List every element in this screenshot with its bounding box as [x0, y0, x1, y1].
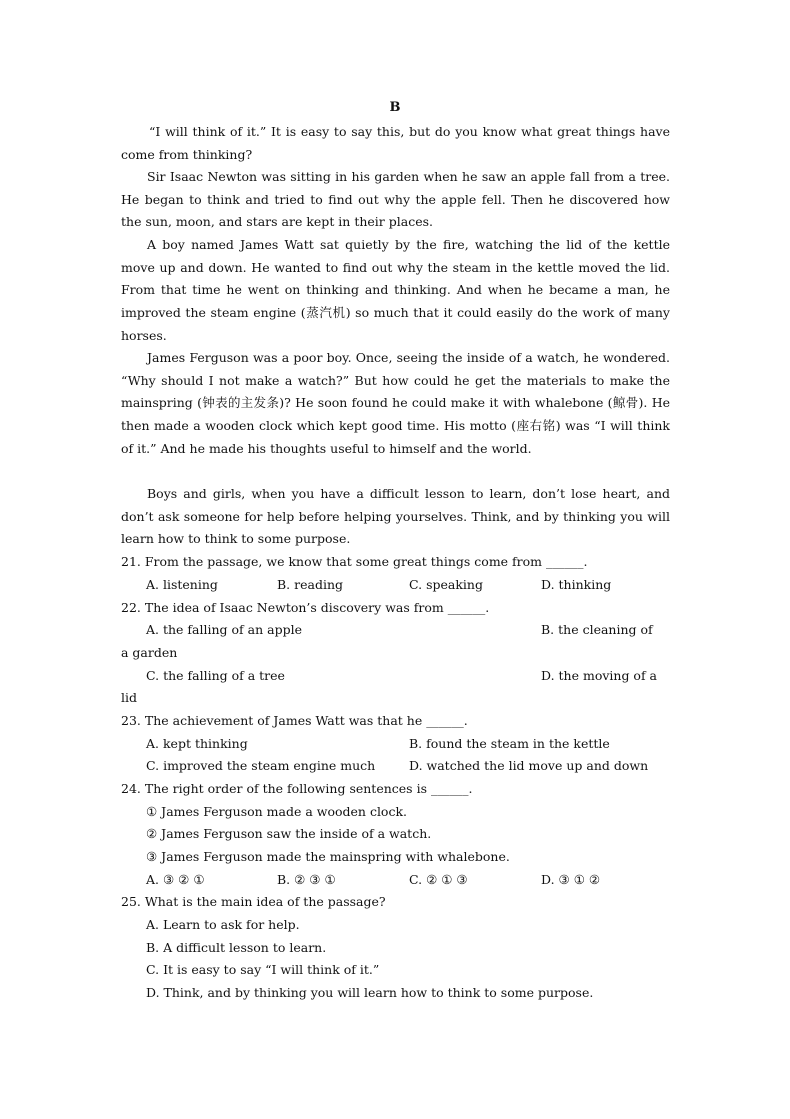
question-24-option-d: D. ③ ① ②: [541, 872, 601, 887]
passage-paragraph-4: James Ferguson was a poor boy. Once, seeing the inside of a watch, he wondered. “Why should I not make a watch?” But how could he get the materials to make the mainspring (钟表的主发条)? He soon found he could make it with whalebone (鲸骨). He then made a wooden clock which kept good time. His motto (座右铭) was “I will think of it.” And he made his thoughts useful to himself and the world.: [121, 350, 670, 456]
passage-paragraph-5: Boys and girls, when you have a difficult lesson to learn, don’t lose heart, and don’t ask someone for help before helping yourselves. Think, and by thinking you will learn how to think to some purpose.: [121, 486, 670, 547]
passage-paragraph-3: A boy named James Watt sat quietly by the fire, watching the lid of the kettle move up and down. He wanted to find out why the steam in the kettle moved the lid. From that time he went on thinking and thinking. And when he became a man, he improved the steam engine (蒸汽机) so much that it could easily do the work of many horses.: [121, 237, 670, 343]
question-21-option-a: A. listening: [146, 577, 218, 592]
question-24-option-c: C. ② ① ③: [409, 872, 468, 887]
question-22-stem: 22. The idea of Isaac Newton’s discovery was from ______.: [121, 600, 490, 615]
question-22-option-a: A. the falling of an apple: [146, 622, 302, 637]
question-25-option-b: B. A difficult lesson to learn.: [146, 940, 327, 955]
question-22-option-d: D. the moving of a: [541, 668, 658, 683]
question-25-option-a: A. Learn to ask for help.: [146, 917, 300, 932]
question-23-option-c: C. improved the steam engine much: [146, 758, 376, 773]
question-24-sentence-2: ② James Ferguson saw the inside of a watch.: [146, 826, 432, 841]
question-24-sentence-3: ③ James Ferguson made the mainspring with whalebone.: [146, 849, 510, 864]
question-24-option-a: A. ③ ② ①: [146, 872, 205, 887]
question-22-option-b: B. the cleaning of: [541, 622, 653, 637]
passage-paragraph-2: Sir Isaac Newton was sitting in his garden when he saw an apple fall from a tree. He began to think and tried to find out why the apple fell. Then he discovered how the sun, moon, and stars are kept in their places.: [121, 169, 670, 230]
question-23-option-b: B. found the steam in the kettle: [409, 736, 610, 751]
question-24-sentence-1: ① James Ferguson made a wooden clock.: [146, 804, 408, 819]
question-23-stem: 23. The achievement of James Watt was that he ______.: [121, 713, 468, 728]
question-22-option-c: C. the falling of a tree: [146, 668, 285, 683]
passage-paragraph-1: “I will think of it.” It is easy to say this, but do you know what great things have come from thinking?: [121, 124, 670, 162]
question-24-stem: 24. The right order of the following sentences is ______.: [121, 781, 473, 796]
question-25-stem: 25. What is the main idea of the passage?: [121, 894, 386, 909]
question-22-option-d-continued: lid: [121, 690, 137, 705]
question-21-option-b: B. reading: [277, 577, 344, 592]
question-25-option-c: C. It is easy to say “I will think of it.”: [146, 962, 380, 977]
question-23-option-d: D. watched the lid move up and down: [409, 758, 649, 773]
question-23-option-a: A. kept thinking: [146, 736, 248, 751]
question-21-stem: 21. From the passage, we know that some great things come from ______.: [121, 554, 588, 569]
question-21-option-c: C. speaking: [409, 577, 483, 592]
question-21-option-d: D. thinking: [541, 577, 612, 592]
question-22-option-b-continued: a garden: [121, 645, 178, 660]
question-24-option-b: B. ② ③ ①: [277, 872, 336, 887]
section-title: B: [389, 100, 401, 115]
question-25-option-d: D. Think, and by thinking you will learn how to think to some purpose.: [146, 985, 594, 1000]
